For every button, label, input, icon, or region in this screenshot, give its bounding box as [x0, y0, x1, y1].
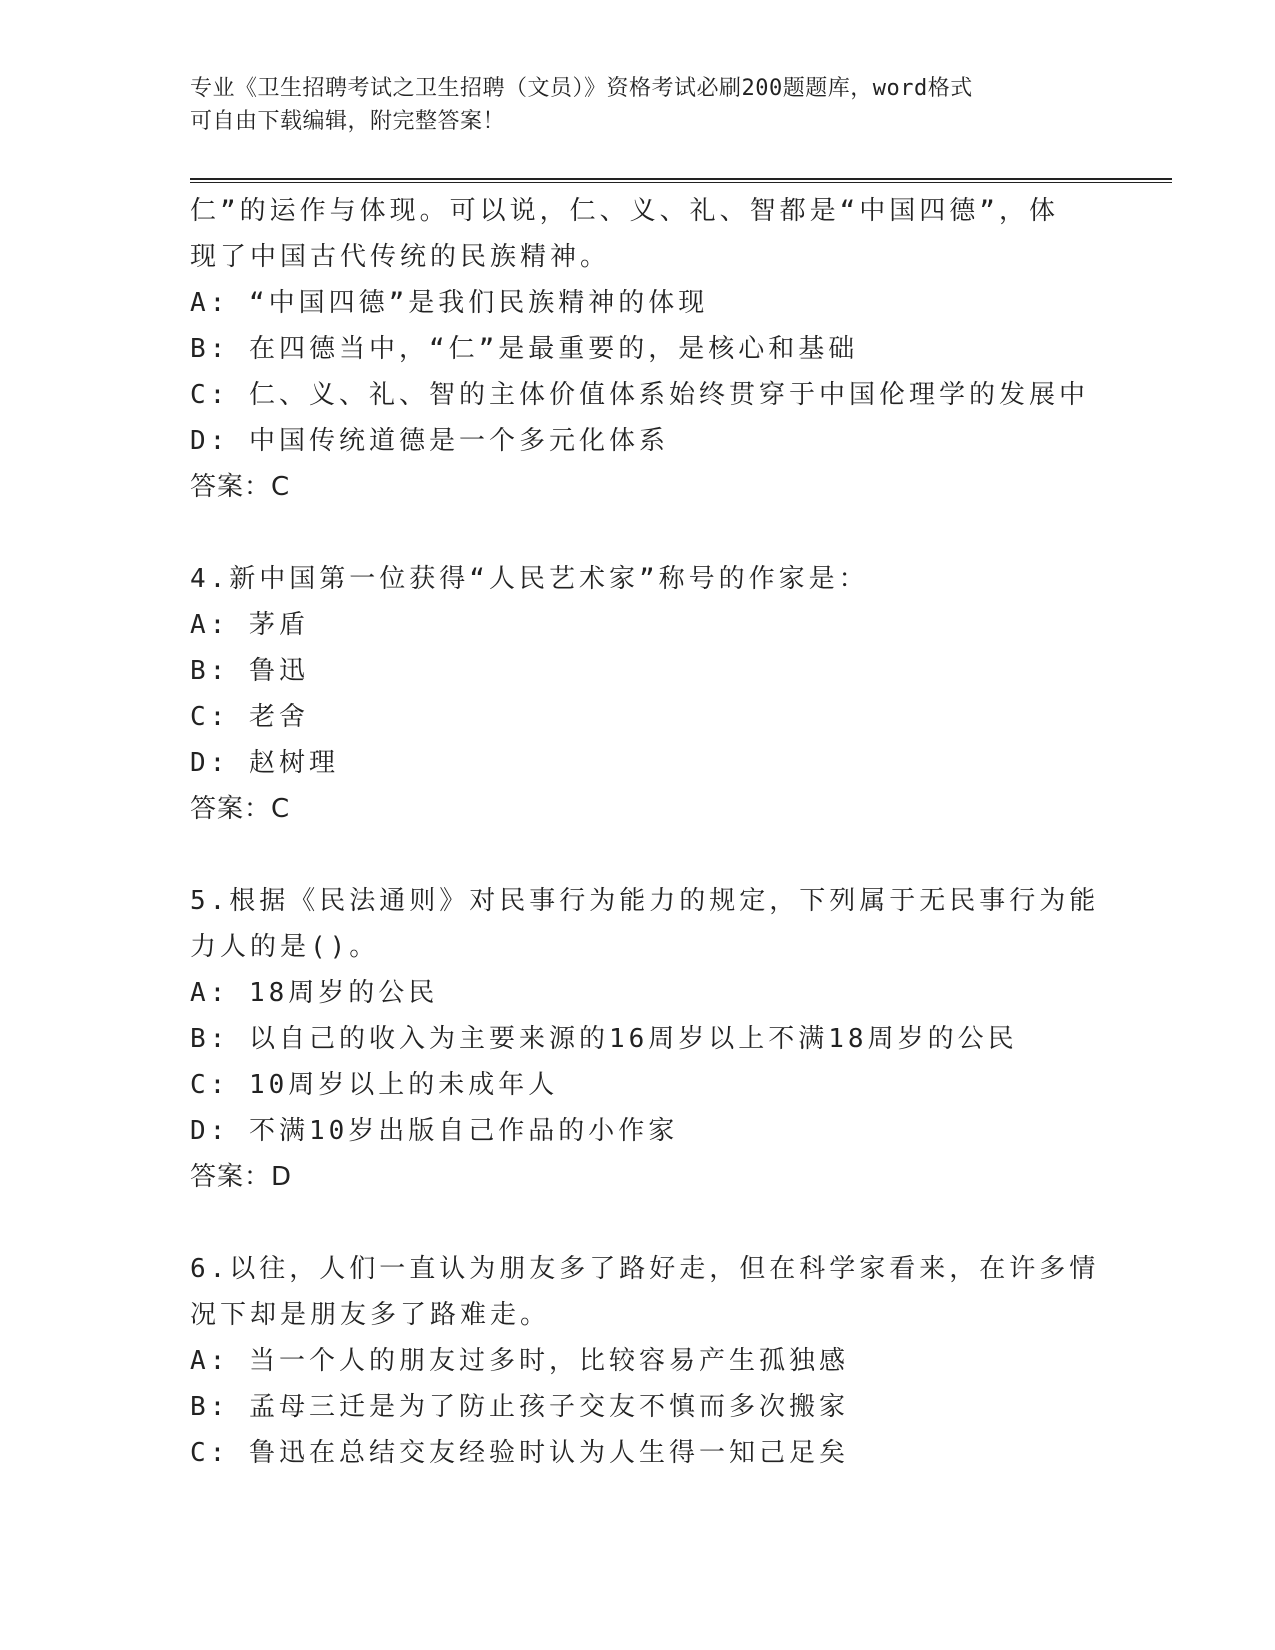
header-line-1: 专业《卫生招聘考试之卫生招聘（文员）》资格考试必刷200题题库，word格式	[190, 76, 973, 101]
answer-line: 答案：C	[190, 472, 291, 502]
option-c: C: 鲁迅在总结交友经验时认为人生得一知己足矣	[190, 1438, 849, 1468]
option-c: C: 老舍	[190, 702, 309, 732]
question-text: 4.新中国第一位获得“人民艺术家”称号的作家是：	[190, 564, 869, 594]
answer-line: 答案：C	[190, 794, 291, 824]
question-text: 况下却是朋友多了路难走。	[190, 1300, 551, 1330]
question-6	[190, 1246, 1100, 1476]
option-d: D: 赵树理	[190, 748, 339, 778]
question-content	[190, 188, 1100, 1522]
option-d: D: 不满10岁出版自己作品的小作家	[190, 1116, 679, 1146]
question-5	[190, 878, 1100, 1200]
question-3-continuation	[190, 188, 1090, 510]
option-b: B: 孟母三迁是为了防止孩子交友不慎而多次搬家	[190, 1392, 849, 1422]
option-a: A: 当一个人的朋友过多时，比较容易产生孤独感	[190, 1346, 849, 1376]
header-line-2: 可自由下载编辑，附完整答案！	[190, 109, 506, 134]
option-b: B: 鲁迅	[190, 656, 309, 686]
question-text: 力人的是()。	[190, 932, 380, 962]
option-b: B: 在四德当中，“仁”是最重要的，是核心和基础	[190, 334, 859, 364]
question-text: 5.根据《民法通则》对民事行为能力的规定，下列属于无民事行为能	[190, 886, 1100, 916]
document-header	[190, 72, 1090, 138]
question-text: 6.以往，人们一直认为朋友多了路好走，但在科学家看来，在许多情	[190, 1254, 1100, 1284]
answer-line: 答案：D	[190, 1162, 293, 1192]
question-text: 现了中国古代传统的民族精神。	[190, 242, 611, 272]
question-4	[190, 556, 1090, 832]
option-a: A: 18周岁的公民	[190, 978, 439, 1008]
option-a: A: “中国四德”是我们民族精神的体现	[190, 288, 709, 318]
option-c: C: 10周岁以上的未成年人	[190, 1070, 559, 1100]
question-text: 仁”的运作与体现。可以说，仁、义、礼、智都是“中国四德”，体	[190, 196, 1059, 226]
header-divider	[190, 178, 1172, 183]
option-c: C: 仁、义、礼、智的主体价值体系始终贯穿于中国伦理学的发展中	[190, 380, 1089, 410]
option-d: D: 中国传统道德是一个多元化体系	[190, 426, 669, 456]
option-a: A: 茅盾	[190, 610, 309, 640]
option-b: B: 以自己的收入为主要来源的16周岁以上不满18周岁的公民	[190, 1024, 1018, 1054]
